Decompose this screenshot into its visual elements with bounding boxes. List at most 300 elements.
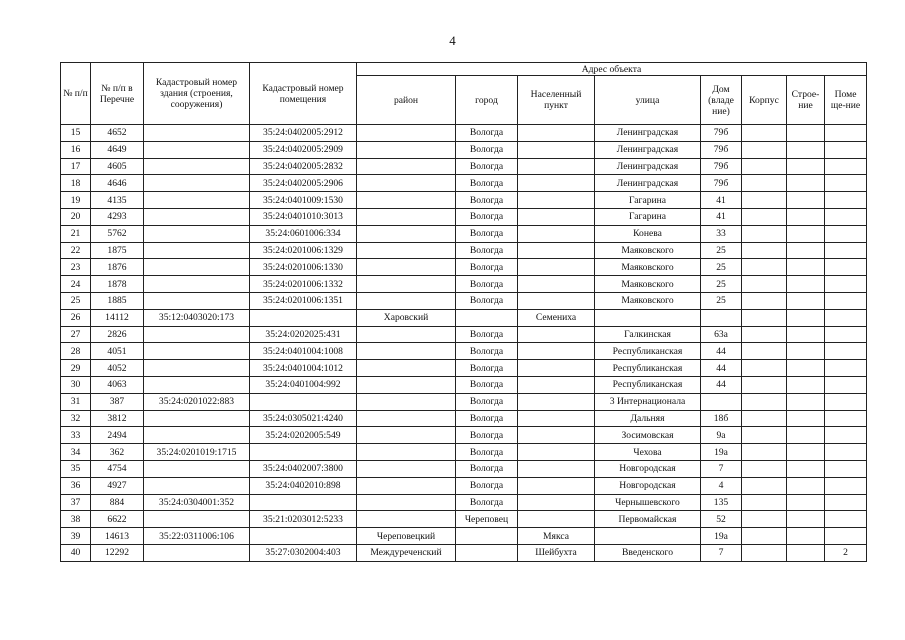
cell-list-num: 1885 <box>91 292 144 309</box>
cell-district <box>357 410 456 427</box>
cell-building-cadastral <box>144 326 250 343</box>
cell-building-cadastral: 35:22:0311006:106 <box>144 528 250 545</box>
cell-room <box>825 477 867 494</box>
cell-list-num: 4052 <box>91 360 144 377</box>
header-settlement: Населенный пункт <box>518 76 595 125</box>
cell-list-num: 4927 <box>91 477 144 494</box>
cell-korpus <box>742 360 787 377</box>
table-row <box>61 544 867 561</box>
cell-korpus <box>742 175 787 192</box>
cell-house: 9а <box>701 427 742 444</box>
cell-settlement <box>518 276 595 293</box>
cell-city: Вологда <box>456 360 518 377</box>
cell-city: Вологда <box>456 326 518 343</box>
cell-list-num: 5762 <box>91 225 144 242</box>
cell-settlement <box>518 259 595 276</box>
cell-building-cadastral <box>144 343 250 360</box>
cell-room-cadastral: 35:24:0201006:1329 <box>250 242 357 259</box>
cell-building-cadastral <box>144 292 250 309</box>
cell-room-cadastral: 35:24:0201006:1351 <box>250 292 357 309</box>
cell-city: Вологда <box>456 208 518 225</box>
cell-house: 79б <box>701 141 742 158</box>
cell-room-cadastral: 35:24:0402005:2912 <box>250 125 357 142</box>
cell-korpus <box>742 494 787 511</box>
cell-settlement: Семениха <box>518 309 595 326</box>
cell-num: 39 <box>61 528 91 545</box>
cell-house: 135 <box>701 494 742 511</box>
cell-building-cadastral <box>144 276 250 293</box>
cell-list-num: 14613 <box>91 528 144 545</box>
cell-num: 15 <box>61 125 91 142</box>
cell-building-cadastral <box>144 225 250 242</box>
cell-street: Республиканская <box>595 376 701 393</box>
cell-street: Чехова <box>595 444 701 461</box>
cell-num: 22 <box>61 242 91 259</box>
cell-list-num: 4754 <box>91 460 144 477</box>
cell-num: 26 <box>61 309 91 326</box>
cell-list-num: 2826 <box>91 326 144 343</box>
cell-building <box>787 192 825 209</box>
cell-list-num: 4649 <box>91 141 144 158</box>
cell-room-cadastral: 35:27:0302004:403 <box>250 544 357 561</box>
header-street: улица <box>595 76 701 125</box>
cell-building <box>787 125 825 142</box>
cell-list-num: 14112 <box>91 309 144 326</box>
cell-korpus <box>742 326 787 343</box>
table-row <box>61 427 867 444</box>
cell-num: 18 <box>61 175 91 192</box>
cell-settlement <box>518 225 595 242</box>
cell-room <box>825 192 867 209</box>
header-list-num: № п/п в Перечне <box>91 63 144 125</box>
cell-building <box>787 393 825 410</box>
cell-city: Вологда <box>456 460 518 477</box>
cell-house: 41 <box>701 192 742 209</box>
cell-room <box>825 511 867 528</box>
cell-district <box>357 208 456 225</box>
cell-room-cadastral: 35:24:0401004:1008 <box>250 343 357 360</box>
cell-building <box>787 376 825 393</box>
table-row <box>61 528 867 545</box>
cell-num: 25 <box>61 292 91 309</box>
cell-room-cadastral: 35:24:0402005:2909 <box>250 141 357 158</box>
cell-room <box>825 141 867 158</box>
cell-building-cadastral <box>144 376 250 393</box>
cell-korpus <box>742 259 787 276</box>
cell-city: Вологда <box>456 444 518 461</box>
cell-building-cadastral <box>144 477 250 494</box>
cell-building-cadastral <box>144 141 250 158</box>
cell-building-cadastral <box>144 208 250 225</box>
cell-list-num: 2494 <box>91 427 144 444</box>
table-row <box>61 225 867 242</box>
cell-street: Ленинградская <box>595 141 701 158</box>
cell-num: 20 <box>61 208 91 225</box>
table-row <box>61 511 867 528</box>
cell-street: Маяковского <box>595 292 701 309</box>
cell-room <box>825 276 867 293</box>
cell-list-num: 3812 <box>91 410 144 427</box>
cell-street: Гагарина <box>595 192 701 209</box>
table-row <box>61 259 867 276</box>
cell-room <box>825 410 867 427</box>
cell-list-num: 4293 <box>91 208 144 225</box>
cell-street: Ленинградская <box>595 125 701 142</box>
cell-building-cadastral: 35:12:0403020:173 <box>144 309 250 326</box>
cell-settlement <box>518 158 595 175</box>
cell-room <box>825 242 867 259</box>
cell-building <box>787 511 825 528</box>
cell-street: Ленинградская <box>595 175 701 192</box>
cell-street: Республиканская <box>595 343 701 360</box>
cell-list-num: 4135 <box>91 192 144 209</box>
cell-num: 35 <box>61 460 91 477</box>
cell-korpus <box>742 477 787 494</box>
table-header <box>61 63 867 125</box>
header-korpus: Корпус <box>742 76 787 125</box>
cell-room <box>825 125 867 142</box>
cell-building <box>787 259 825 276</box>
cell-korpus <box>742 444 787 461</box>
cell-building <box>787 309 825 326</box>
cell-num: 38 <box>61 511 91 528</box>
cell-street <box>595 528 701 545</box>
cell-building <box>787 208 825 225</box>
table-row <box>61 192 867 209</box>
page-number: 4 <box>449 33 456 48</box>
cell-num: 24 <box>61 276 91 293</box>
table-row <box>61 242 867 259</box>
table-row <box>61 175 867 192</box>
cell-room <box>825 158 867 175</box>
cell-building <box>787 292 825 309</box>
cell-building <box>787 326 825 343</box>
cell-house: 44 <box>701 360 742 377</box>
cell-korpus <box>742 125 787 142</box>
table-row <box>61 360 867 377</box>
cell-korpus <box>742 309 787 326</box>
header-city: город <box>456 76 518 125</box>
cell-room <box>825 225 867 242</box>
cell-settlement <box>518 326 595 343</box>
header-building: Строе-ние <box>787 76 825 125</box>
cell-room-cadastral: 35:24:0201006:1332 <box>250 276 357 293</box>
cell-city: Вологда <box>456 225 518 242</box>
cell-room <box>825 528 867 545</box>
cell-num: 40 <box>61 544 91 561</box>
cell-street: 3 Интернационала <box>595 393 701 410</box>
cell-house: 25 <box>701 242 742 259</box>
cell-district <box>357 393 456 410</box>
cell-building <box>787 360 825 377</box>
cell-house: 79б <box>701 158 742 175</box>
cell-district: Междуреченский <box>357 544 456 561</box>
cell-district <box>357 360 456 377</box>
cell-street: Ленинградская <box>595 158 701 175</box>
cell-city: Вологда <box>456 192 518 209</box>
cell-district <box>357 494 456 511</box>
cell-city: Вологда <box>456 125 518 142</box>
cell-room <box>825 393 867 410</box>
cell-house: 7 <box>701 460 742 477</box>
cell-num: 37 <box>61 494 91 511</box>
cell-room-cadastral: 35:24:0401004:992 <box>250 376 357 393</box>
cell-list-num: 4605 <box>91 158 144 175</box>
header-district: район <box>357 76 456 125</box>
cell-building <box>787 427 825 444</box>
cell-street: Маяковского <box>595 259 701 276</box>
cell-settlement <box>518 410 595 427</box>
cell-building <box>787 158 825 175</box>
cell-num: 28 <box>61 343 91 360</box>
cell-building <box>787 477 825 494</box>
cell-house: 4 <box>701 477 742 494</box>
cell-korpus <box>742 242 787 259</box>
cell-settlement: Мякса <box>518 528 595 545</box>
cell-city: Вологда <box>456 242 518 259</box>
cell-settlement <box>518 427 595 444</box>
cell-street: Дальняя <box>595 410 701 427</box>
cell-korpus <box>742 376 787 393</box>
cell-building <box>787 410 825 427</box>
cell-korpus <box>742 544 787 561</box>
cell-num: 34 <box>61 444 91 461</box>
cell-district <box>357 141 456 158</box>
cell-street: Галкинская <box>595 326 701 343</box>
cell-building <box>787 528 825 545</box>
cell-city: Череповец <box>456 511 518 528</box>
cell-street: Введенского <box>595 544 701 561</box>
cell-settlement <box>518 376 595 393</box>
cell-settlement <box>518 292 595 309</box>
cell-building-cadastral <box>144 460 250 477</box>
cell-list-num: 1876 <box>91 259 144 276</box>
cell-settlement <box>518 242 595 259</box>
cell-korpus <box>742 158 787 175</box>
cell-building <box>787 343 825 360</box>
cell-settlement <box>518 460 595 477</box>
cell-list-num: 12292 <box>91 544 144 561</box>
cell-city: Вологда <box>456 158 518 175</box>
cell-street: Первомайская <box>595 511 701 528</box>
cell-city: Вологда <box>456 427 518 444</box>
cell-city <box>456 309 518 326</box>
cell-building <box>787 175 825 192</box>
cell-district <box>357 225 456 242</box>
cell-list-num: 4652 <box>91 125 144 142</box>
cell-building <box>787 460 825 477</box>
cell-room <box>825 376 867 393</box>
cell-settlement <box>518 175 595 192</box>
cell-room-cadastral: 35:24:0401010:3013 <box>250 208 357 225</box>
table-row <box>61 393 867 410</box>
cell-settlement <box>518 477 595 494</box>
cell-building-cadastral <box>144 544 250 561</box>
header-building-cadastral: Кадастровый номер здания (строения, сооружения) <box>144 63 250 125</box>
cell-house <box>701 393 742 410</box>
cell-settlement <box>518 125 595 142</box>
cell-district <box>357 511 456 528</box>
cell-building-cadastral: 35:24:0201022:883 <box>144 393 250 410</box>
cell-korpus <box>742 192 787 209</box>
cell-korpus <box>742 460 787 477</box>
cell-korpus <box>742 141 787 158</box>
cell-room <box>825 292 867 309</box>
cell-room <box>825 460 867 477</box>
cell-street: Новгородская <box>595 477 701 494</box>
cell-street: Маяковского <box>595 242 701 259</box>
cell-house: 44 <box>701 376 742 393</box>
cell-building-cadastral <box>144 511 250 528</box>
cell-building-cadastral <box>144 259 250 276</box>
cell-building-cadastral <box>144 125 250 142</box>
cell-settlement <box>518 444 595 461</box>
cell-district <box>357 477 456 494</box>
cell-room-cadastral: 35:24:0401009:1530 <box>250 192 357 209</box>
cell-settlement: Шейбухта <box>518 544 595 561</box>
cell-room-cadastral: 35:24:0202025:431 <box>250 326 357 343</box>
cell-city: Вологда <box>456 494 518 511</box>
cell-city: Вологда <box>456 410 518 427</box>
cell-street: Зосимовская <box>595 427 701 444</box>
cell-num: 31 <box>61 393 91 410</box>
cell-list-num: 4051 <box>91 343 144 360</box>
cell-building <box>787 225 825 242</box>
cell-korpus <box>742 208 787 225</box>
cell-city: Вологда <box>456 276 518 293</box>
cell-street: Чернышевского <box>595 494 701 511</box>
table-row <box>61 309 867 326</box>
cell-room-cadastral: 35:24:0305021:4240 <box>250 410 357 427</box>
header-room-cadastral: Кадастровый номер помещения <box>250 63 357 125</box>
table-row <box>61 292 867 309</box>
cell-house: 25 <box>701 292 742 309</box>
cell-num: 36 <box>61 477 91 494</box>
cell-house: 7 <box>701 544 742 561</box>
cell-settlement <box>518 511 595 528</box>
cell-room <box>825 427 867 444</box>
cell-room-cadastral: 35:24:0402005:2906 <box>250 175 357 192</box>
cell-district <box>357 427 456 444</box>
cell-settlement <box>518 208 595 225</box>
table-row <box>61 376 867 393</box>
cell-settlement <box>518 494 595 511</box>
table-row <box>61 141 867 158</box>
header-room: Поме ще-ние <box>825 76 867 125</box>
cell-street: Маяковского <box>595 276 701 293</box>
table-row <box>61 444 867 461</box>
cell-district: Харовский <box>357 309 456 326</box>
cell-korpus <box>742 225 787 242</box>
cell-district <box>357 158 456 175</box>
cell-district <box>357 292 456 309</box>
cell-building <box>787 276 825 293</box>
cell-korpus <box>742 276 787 293</box>
cell-korpus <box>742 410 787 427</box>
cell-district <box>357 259 456 276</box>
cell-building <box>787 494 825 511</box>
cell-district <box>357 276 456 293</box>
cell-street: Новгородская <box>595 460 701 477</box>
cell-house: 33 <box>701 225 742 242</box>
cell-settlement <box>518 192 595 209</box>
header-num: № п/п <box>61 63 91 125</box>
cell-city: Вологда <box>456 477 518 494</box>
cell-room-cadastral: 35:24:0402007:3800 <box>250 460 357 477</box>
cell-building-cadastral: 35:24:0201019:1715 <box>144 444 250 461</box>
cell-num: 30 <box>61 376 91 393</box>
cell-city: Вологда <box>456 259 518 276</box>
cell-district <box>357 192 456 209</box>
cell-room-cadastral: 35:24:0202005:549 <box>250 427 357 444</box>
cell-house: 79б <box>701 125 742 142</box>
cell-room-cadastral <box>250 528 357 545</box>
cell-house: 19а <box>701 444 742 461</box>
cell-room <box>825 309 867 326</box>
cell-building-cadastral <box>144 175 250 192</box>
cell-room <box>825 494 867 511</box>
cell-street: Гагарина <box>595 208 701 225</box>
cell-building-cadastral <box>144 192 250 209</box>
cell-city: Вологда <box>456 292 518 309</box>
table-row <box>61 494 867 511</box>
cell-settlement <box>518 141 595 158</box>
cell-city: Вологда <box>456 141 518 158</box>
cell-room-cadastral <box>250 444 357 461</box>
table-body <box>61 125 867 562</box>
cell-room <box>825 343 867 360</box>
cell-num: 27 <box>61 326 91 343</box>
cell-street <box>595 309 701 326</box>
cell-room-cadastral: 35:24:0601006:334 <box>250 225 357 242</box>
cell-room-cadastral <box>250 393 357 410</box>
registry-table <box>60 62 867 562</box>
cell-district <box>357 460 456 477</box>
cell-building-cadastral <box>144 427 250 444</box>
cell-house: 52 <box>701 511 742 528</box>
cell-city: Вологда <box>456 376 518 393</box>
cell-room <box>825 259 867 276</box>
cell-room <box>825 208 867 225</box>
cell-house: 63а <box>701 326 742 343</box>
cell-num: 19 <box>61 192 91 209</box>
cell-num: 16 <box>61 141 91 158</box>
header-house: Дом (владе ние) <box>701 76 742 125</box>
cell-room <box>825 444 867 461</box>
cell-district <box>357 343 456 360</box>
cell-korpus <box>742 511 787 528</box>
cell-room-cadastral: 35:24:0201006:1330 <box>250 259 357 276</box>
cell-room-cadastral: 35:24:0401004:1012 <box>250 360 357 377</box>
cell-num: 29 <box>61 360 91 377</box>
cell-list-num: 6622 <box>91 511 144 528</box>
cell-building <box>787 444 825 461</box>
cell-settlement <box>518 360 595 377</box>
table-row <box>61 276 867 293</box>
table-row <box>61 477 867 494</box>
table-row <box>61 410 867 427</box>
cell-list-num: 1878 <box>91 276 144 293</box>
cell-korpus <box>742 292 787 309</box>
cell-building-cadastral: 35:24:0304001:352 <box>144 494 250 511</box>
cell-num: 23 <box>61 259 91 276</box>
cell-room: 2 <box>825 544 867 561</box>
cell-city: Вологда <box>456 175 518 192</box>
cell-korpus <box>742 528 787 545</box>
cell-district <box>357 376 456 393</box>
cell-room-cadastral: 35:21:0203012:5233 <box>250 511 357 528</box>
cell-room-cadastral <box>250 494 357 511</box>
